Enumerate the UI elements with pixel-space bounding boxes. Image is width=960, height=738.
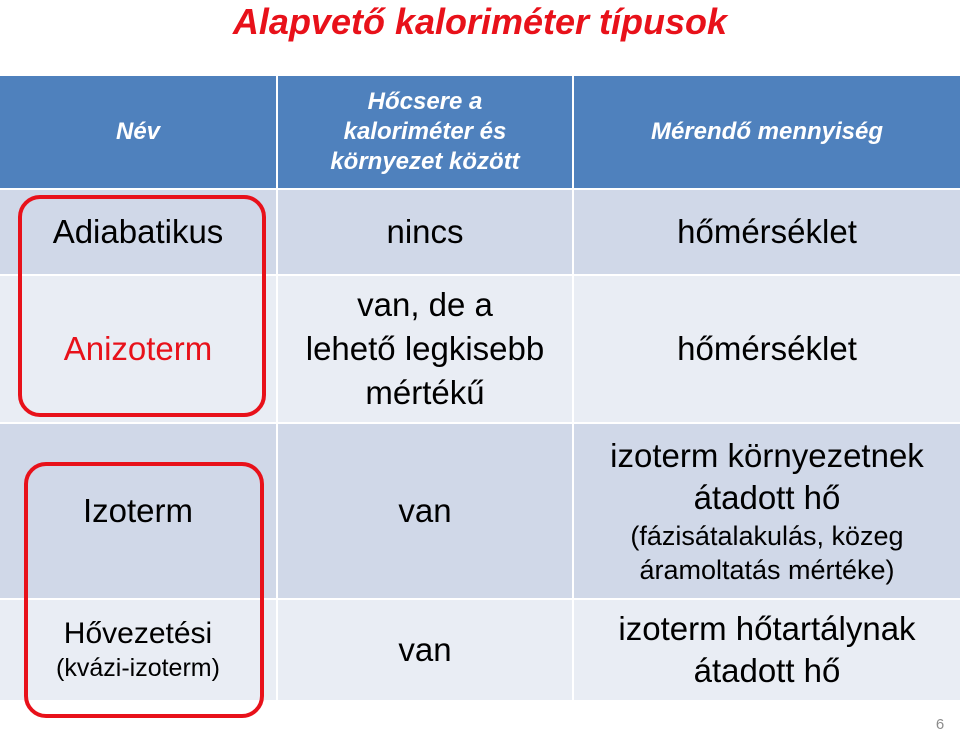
header-heat-exchange — [278, 76, 572, 188]
cell-line: Hővezetési — [63, 617, 213, 650]
row-isothermal-measured — [574, 424, 960, 598]
row-anisothermal-exchange — [278, 276, 572, 422]
cell-line: átadott hő — [693, 479, 841, 516]
row-anisothermal-measured — [574, 276, 960, 422]
row-adiabatic-name — [0, 190, 276, 274]
cell-line: átadott hő — [693, 652, 841, 689]
cell-text: hőmérséklet — [677, 330, 857, 367]
header-heat-exchange-line: Hőcsere a — [367, 88, 483, 115]
header-heat-exchange-line: kaloriméter és — [343, 118, 507, 145]
header-measured-label: Mérendő mennyiség — [650, 118, 884, 145]
row-isothermal-name — [0, 424, 276, 598]
cell-line: mértékű — [365, 374, 485, 411]
cell-text: van — [398, 631, 452, 668]
cell-line: lehető legkisebb — [305, 330, 545, 367]
header-heat-exchange-line: környezet között — [330, 148, 520, 175]
row-conduction-name — [0, 600, 276, 700]
cell-text: hőmérséklet — [677, 213, 857, 250]
slide-title: Alapvető kaloriméter típusok — [232, 1, 728, 42]
row-conduction-measured — [574, 600, 960, 700]
row-adiabatic-measured — [574, 190, 960, 274]
cell-text: Adiabatikus — [52, 213, 224, 250]
cell-text: nincs — [386, 213, 464, 250]
cell-line: izoterm környezetnek — [610, 437, 924, 474]
cell-line: (fázisátalakulás, közeg — [630, 521, 904, 551]
cell-text: van — [398, 492, 452, 529]
row-conduction-exchange — [278, 600, 572, 700]
header-measured-quantity — [574, 76, 960, 188]
cell-line: van, de a — [357, 286, 493, 323]
header-name-label: Név — [115, 118, 161, 145]
header-name — [0, 76, 276, 188]
cell-text: Izoterm — [82, 492, 194, 529]
row-anisothermal-name — [0, 276, 276, 422]
row-isothermal-exchange — [278, 424, 572, 598]
cell-text: Anizoterm — [63, 330, 213, 367]
cell-line: áramoltatás mértéke) — [639, 555, 895, 585]
cell-line: (kvázi-izoterm) — [56, 654, 220, 682]
cell-line: izoterm hőtartálynak — [618, 610, 916, 647]
row-adiabatic-exchange — [278, 190, 572, 274]
slide-number: 6 — [935, 716, 945, 733]
